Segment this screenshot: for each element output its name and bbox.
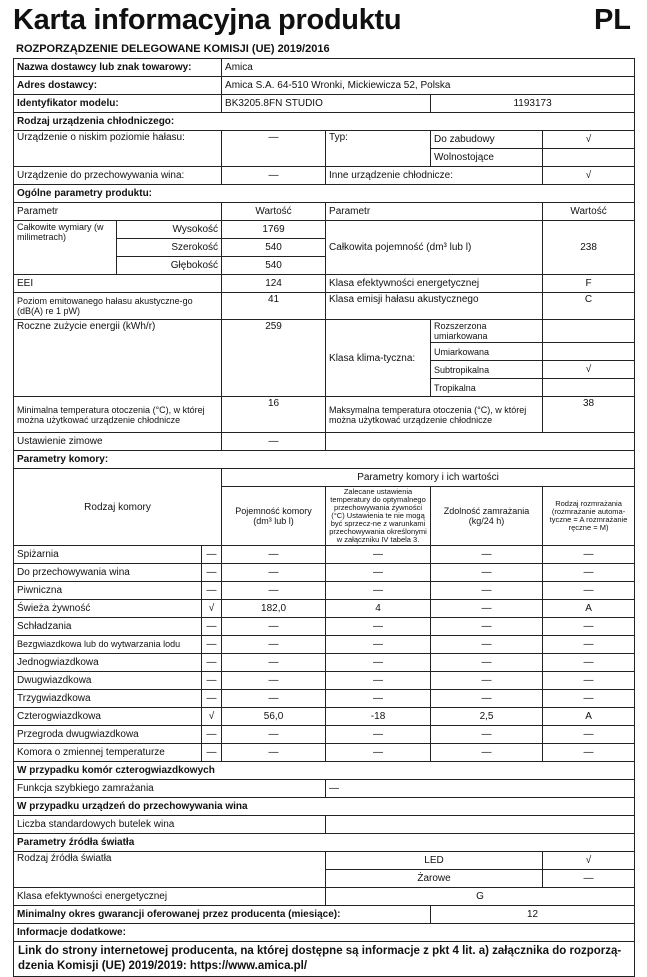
compartment-defrost: — xyxy=(543,618,635,636)
climate-temperate-value xyxy=(543,343,635,361)
compartment-temp: — xyxy=(326,654,431,672)
compartment-freeze: — xyxy=(431,600,543,618)
built-in-value: √ xyxy=(543,131,635,149)
product-info-table xyxy=(13,58,635,977)
noise-level-label: Poziom emitowanego hałasu akustyczne-go (dB(A) re 1 pW) xyxy=(14,293,222,320)
wine-bottles-label: Liczba standardowych butelek wina xyxy=(14,816,326,834)
eei-label: EEI xyxy=(14,275,222,293)
climate-subtropical-label: Subtropikalna xyxy=(431,361,543,379)
supplier-name-label: Nazwa dostawcy lub znak towarowy: xyxy=(14,59,222,77)
compartment-freeze: — xyxy=(431,690,543,708)
language-code: PL xyxy=(593,4,631,36)
energy-class-label: Klasa efektywności energetycznej xyxy=(326,275,543,293)
width-label: Szerokość xyxy=(117,239,222,257)
compartment-defrost: — xyxy=(543,726,635,744)
compartment-name: Bezgwiazdkowa lub do wytwarzania lodu xyxy=(14,636,202,654)
compartment-present: — xyxy=(202,618,222,636)
section-appliance-type: Rodzaj urządzenia chłodniczego: xyxy=(14,113,635,131)
compartment-temp-header: Zalecane ustawienia temperatury do optymalnego przechowywania żywności (°C) Ustawienia te nie mogą być sprzecz-ne z warunkami przechowywania określonymi w załączniku IV tabela 3. xyxy=(326,487,431,546)
bulb-label: Żarowe xyxy=(326,870,543,888)
supplier-name: Amica xyxy=(222,59,635,77)
compartment-defrost: — xyxy=(543,636,635,654)
max-temp-value: 38 xyxy=(543,397,635,433)
compartment-present: — xyxy=(202,690,222,708)
compartment-present: √ xyxy=(202,600,222,618)
climate-extended-value xyxy=(543,320,635,343)
compartment-freeze: — xyxy=(431,546,543,564)
width-value: 540 xyxy=(222,239,326,257)
built-in-label: Do zabudowy xyxy=(431,131,543,149)
compartment-defrost: — xyxy=(543,582,635,600)
compartment-temp: — xyxy=(326,546,431,564)
compartment-temp: 4 xyxy=(326,600,431,618)
compartment-freeze: — xyxy=(431,564,543,582)
compartment-freeze: — xyxy=(431,672,543,690)
compartment-name: Piwniczna xyxy=(14,582,202,600)
compartment-name: Trzygwiazdkowa xyxy=(14,690,202,708)
compartment-freeze: — xyxy=(431,726,543,744)
climate-tropical-label: Tropikalna xyxy=(431,379,543,397)
compartment-volume-header: Pojemność komory (dm³ lub l) xyxy=(222,487,326,546)
param-header: Parametr xyxy=(14,203,222,221)
dimensions-label: Całkowite wymiary (w milimetrach) xyxy=(14,221,117,275)
light-class-value: G xyxy=(326,888,635,906)
compartment-volume: 56,0 xyxy=(222,708,326,726)
light-type-label: Rodzaj źródła światła xyxy=(14,852,326,888)
section-four-star: W przypadku komór czterogwiazdkowych xyxy=(14,762,635,780)
section-wine: W przypadku urządzeń do przechowywania wina xyxy=(14,798,635,816)
compartment-present: — xyxy=(202,546,222,564)
eei-value: 124 xyxy=(222,275,326,293)
compartment-freeze: — xyxy=(431,618,543,636)
compartment-name: Jednogwiazdkowa xyxy=(14,654,202,672)
compartment-name: Czterogwiazdkowa xyxy=(14,708,202,726)
compartment-present: — xyxy=(202,726,222,744)
led-label: LED xyxy=(326,852,543,870)
compartment-defrost: — xyxy=(543,654,635,672)
compartment-row xyxy=(14,618,635,636)
compartment-freeze: — xyxy=(431,582,543,600)
freestanding-label: Wolnostojące xyxy=(431,149,543,167)
annual-energy-label: Roczne zużycie energii (kWh/r) xyxy=(14,320,222,397)
other-appliance-value: √ xyxy=(543,167,635,185)
empty-cell xyxy=(326,433,635,451)
height-label: Wysokość xyxy=(117,221,222,239)
compartment-row xyxy=(14,726,635,744)
climate-subtropical-value: √ xyxy=(543,361,635,379)
compartment-row xyxy=(14,690,635,708)
fast-freeze-label: Funkcja szybkiego zamrażania xyxy=(14,780,326,798)
bulb-value: — xyxy=(543,870,635,888)
compartment-row xyxy=(14,564,635,582)
energy-class-value: F xyxy=(543,275,635,293)
compartment-defrost: — xyxy=(543,672,635,690)
compartment-row xyxy=(14,546,635,564)
warranty-label: Minimalny okres gwarancji oferowanej przez producenta (miesiące): xyxy=(14,906,431,924)
section-additional-info: Informacje dodatkowe: xyxy=(14,924,635,942)
low-noise-value: — xyxy=(222,131,326,167)
compartment-name: Spiżarnia xyxy=(14,546,202,564)
compartment-row xyxy=(14,636,635,654)
compartment-defrost: — xyxy=(543,564,635,582)
wine-bottles-value xyxy=(326,816,635,834)
compartment-name: Dwugwiazdkowa xyxy=(14,672,202,690)
section-general-params: Ogólne parametry produktu: xyxy=(14,185,635,203)
compartment-defrost: A xyxy=(543,708,635,726)
low-noise-label: Urządzenie o niskim poziomie hałasu: xyxy=(14,131,222,167)
min-temp-value: 16 xyxy=(222,397,326,433)
climate-temperate-label: Umiarkowana xyxy=(431,343,543,361)
model-id: BK3205.8FN STUDIO xyxy=(222,95,431,113)
light-class-label: Klasa efektywności energetycznej xyxy=(14,888,326,906)
compartment-freeze: 2,5 xyxy=(431,708,543,726)
noise-class-label: Klasa emisji hałasu akustycznego xyxy=(326,293,543,320)
compartment-present: — xyxy=(202,672,222,690)
climate-extended-label: Rozszerzona umiarkowana xyxy=(431,320,543,343)
compartment-volume: — xyxy=(222,636,326,654)
compartment-present: — xyxy=(202,564,222,582)
compartment-row xyxy=(14,582,635,600)
compartment-freeze: — xyxy=(431,744,543,762)
compartment-temp: — xyxy=(326,672,431,690)
compartment-temp: — xyxy=(326,636,431,654)
min-temp-label: Minimalna temperatura otoczenia (°C), w której można użytkować urządzenie chłodnicze xyxy=(14,397,222,433)
compartment-rows xyxy=(14,546,635,762)
climate-class-label: Klasa klima-tyczna: xyxy=(326,320,431,397)
compartment-volume: — xyxy=(222,546,326,564)
compartment-volume: — xyxy=(222,672,326,690)
compartment-row xyxy=(14,744,635,762)
compartment-volume: — xyxy=(222,582,326,600)
compartment-present: — xyxy=(202,636,222,654)
compartment-present: — xyxy=(202,582,222,600)
fast-freeze-value: — xyxy=(326,780,635,798)
regulation-title: ROZPORZĄDZENIE DELEGOWANE KOMISJI (UE) 2019/2016 xyxy=(16,43,330,55)
compartment-defrost: — xyxy=(543,744,635,762)
compartment-volume: — xyxy=(222,654,326,672)
compartment-freeze: — xyxy=(431,636,543,654)
compartment-present: — xyxy=(202,654,222,672)
compartment-defrost-header: Rodzaj rozmrażania (rozmrażanie automa-tyczne = A rozmrażanie ręczne = M) xyxy=(543,487,635,546)
compartment-row xyxy=(14,654,635,672)
max-temp-label: Maksymalna temperatura otoczenia (°C), w której można użytkować urządzenie chłodnicze xyxy=(326,397,543,433)
value-header-2: Wartość xyxy=(543,203,635,221)
compartment-freeze: — xyxy=(431,654,543,672)
compartment-defrost: — xyxy=(543,690,635,708)
annual-energy-value: 259 xyxy=(222,320,326,397)
compartment-temp: — xyxy=(326,618,431,636)
total-volume-value: 238 xyxy=(543,221,635,275)
compartment-name: Do przechowywania wina xyxy=(14,564,202,582)
height-value: 1769 xyxy=(222,221,326,239)
compartment-name: Świeża żywność xyxy=(14,600,202,618)
compartment-name: Przegroda dwugwiazdkowa xyxy=(14,726,202,744)
compartment-present: — xyxy=(202,744,222,762)
compartment-temp: — xyxy=(326,564,431,582)
model-id-label: Identyfikator modelu: xyxy=(14,95,222,113)
compartment-defrost: A xyxy=(543,600,635,618)
compartment-volume: — xyxy=(222,744,326,762)
compartment-row xyxy=(14,708,635,726)
compartment-volume: — xyxy=(222,726,326,744)
winter-setting-value: — xyxy=(222,433,326,451)
compartment-temp: — xyxy=(326,744,431,762)
supplier-address-label: Adres dostawcy: xyxy=(14,77,222,95)
page-title: Karta informacyjna produktu xyxy=(13,4,402,36)
freestanding-value xyxy=(543,149,635,167)
type-label: Typ: xyxy=(326,131,431,167)
manufacturer-link-text: Link do strony internetowej producenta, na której dostępne są informacje z pkt 4 lit. a) załącznika do rozporzą-dzenia Komisji (UE) 2019/2019: https://www.amica.pl/ xyxy=(14,942,635,977)
other-appliance-label: Inne urządzenie chłodnicze: xyxy=(326,167,543,185)
section-compartments: Parametry komory: xyxy=(14,451,635,469)
led-value: √ xyxy=(543,852,635,870)
compartment-temp: -18 xyxy=(326,708,431,726)
compartment-row xyxy=(14,672,635,690)
param-header-2: Parametr xyxy=(326,203,543,221)
compartment-volume: — xyxy=(222,690,326,708)
compartment-temp: — xyxy=(326,690,431,708)
wine-storage-label: Urządzenie do przechowywania wina: xyxy=(14,167,222,185)
section-light-source: Parametry źródła światła xyxy=(14,834,635,852)
compartment-temp: — xyxy=(326,582,431,600)
compartment-name: Komora o zmiennej temperaturze xyxy=(14,744,202,762)
supplier-address: Amica S.A. 64-510 Wronki, Mickiewicza 52, Polska xyxy=(222,77,635,95)
total-volume-label: Całkowita pojemność (dm³ lub l) xyxy=(326,221,543,275)
model-code: 1193173 xyxy=(431,95,635,113)
compartment-temp: — xyxy=(326,726,431,744)
depth-value: 540 xyxy=(222,257,326,275)
compartment-volume: — xyxy=(222,564,326,582)
noise-class-value: C xyxy=(543,293,635,320)
compartment-volume: — xyxy=(222,618,326,636)
winter-setting-label: Ustawienie zimowe xyxy=(14,433,222,451)
compartment-row xyxy=(14,600,635,618)
compartment-params-header: Parametry komory i ich wartości xyxy=(222,469,635,487)
compartment-volume: 182,0 xyxy=(222,600,326,618)
warranty-value: 12 xyxy=(431,906,635,924)
compartment-type-header: Rodzaj komory xyxy=(14,469,222,546)
noise-level-value: 41 xyxy=(222,293,326,320)
value-header: Wartość xyxy=(222,203,326,221)
compartment-defrost: — xyxy=(543,546,635,564)
wine-storage-value: — xyxy=(222,167,326,185)
compartment-freeze-header: Zdolność zamrażania (kg/24 h) xyxy=(431,487,543,546)
depth-label: Głębokość xyxy=(117,257,222,275)
compartment-name: Schładzania xyxy=(14,618,202,636)
climate-tropical-value xyxy=(543,379,635,397)
compartment-present: √ xyxy=(202,708,222,726)
